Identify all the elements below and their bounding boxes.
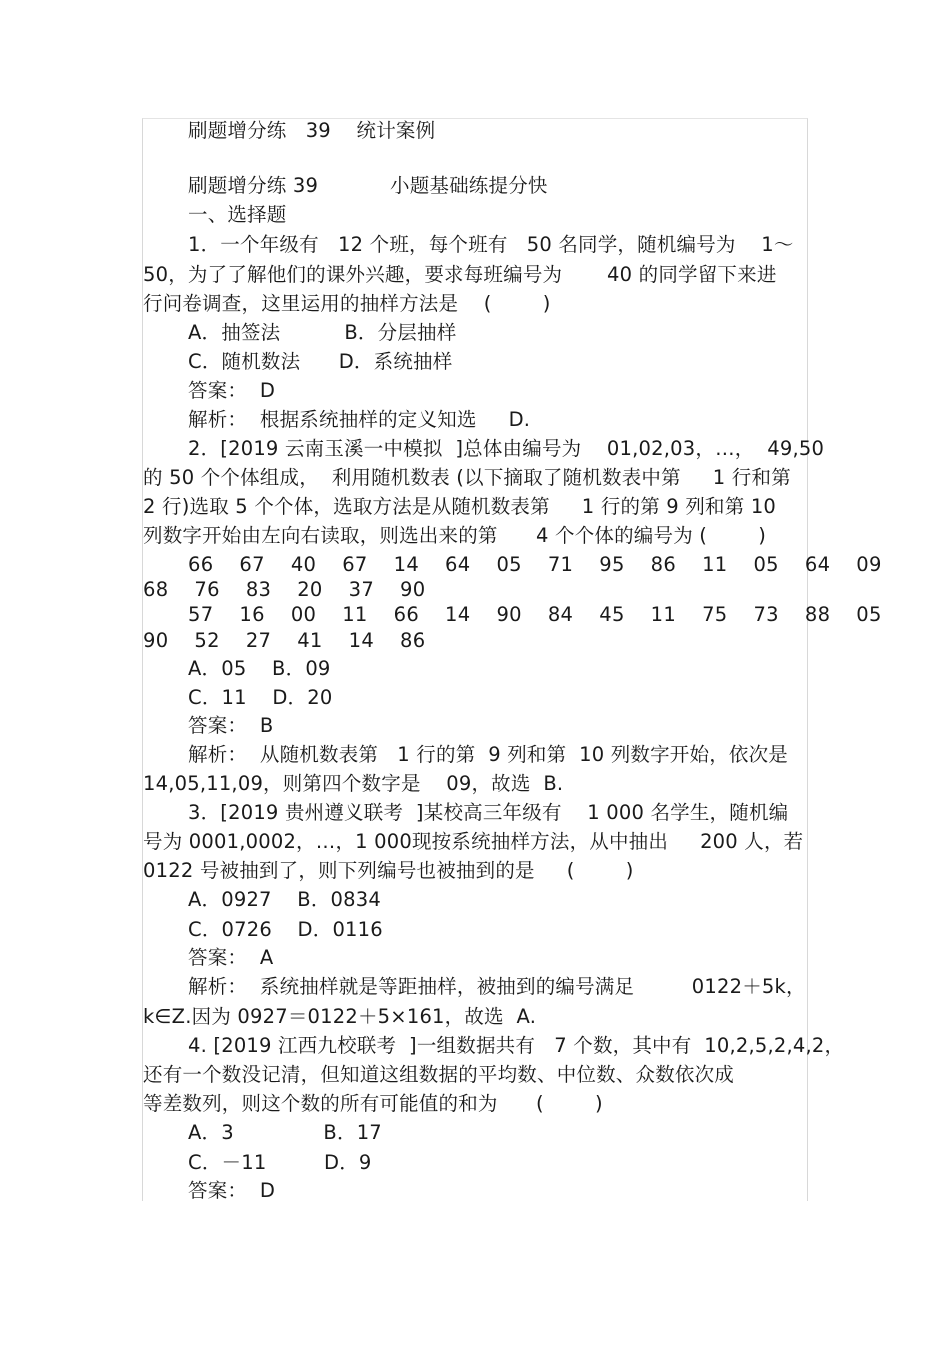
question-3-line-3: 0122 号被抽到了，则下列编号也被抽到的是 ( ) (143, 859, 634, 882)
question-1-analysis: 解析： 根据系统抽样的定义知选 D. (188, 408, 531, 431)
random-table-row-2-cont: 90 52 27 41 14 86 (143, 629, 426, 652)
question-4-line-2: 还有一个数没记清，但知道这组数据的平均数、中位数、众数依次成 (143, 1063, 735, 1086)
question-2-options-2: C．11 D．20 (188, 686, 333, 709)
question-2-options-1: A．05 B．09 (188, 657, 331, 680)
question-2-analysis-2: 14,05,11,09，则第四个数字是 09，故选 B. (143, 772, 564, 795)
question-3-analysis-1: 解析： 系统抽样就是等距抽样，被抽到的编号满足 0122＋5k， (188, 975, 806, 998)
subtitle-left: 刷题增分练 39 (188, 174, 319, 197)
question-1-options-1: A．抽签法 B．分层抽样 (188, 321, 457, 344)
subtitle-right: 小题基础练提分快 (390, 174, 548, 197)
random-table-row-1: 66 67 40 67 14 64 05 71 95 86 11 05 64 09 (188, 553, 882, 576)
question-2-answer: 答案： B (188, 714, 274, 737)
question-4-options-1: A．3 B．17 (188, 1121, 382, 1144)
question-1-options-2: C．随机数法 D．系统抽样 (188, 350, 453, 373)
question-1-line-3: 行问卷调查，这里运用的抽样方法是 ( ) (143, 292, 551, 315)
question-4-line-1: 4. [2019 江西九校联考 ]一组数据共有 7 个数，其中有 10,2,5,2,4,2， (188, 1034, 845, 1057)
question-2-analysis-1: 解析： 从随机数表第 1 行的第 9 列和第 10 列数字开始，依次是 (188, 743, 789, 766)
question-3-line-2: 号为 0001,0002，…，1 000现按系统抽样方法，从中抽出 200 人，若 (143, 830, 804, 853)
question-4-line-3: 等差数列，则这个数的所有可能值的和为 ( ) (143, 1092, 603, 1115)
question-2-line-4: 列数字开始由左向右读取，则选出来的第 4 个个体的编号为 ( ) (143, 524, 767, 547)
question-2-line-2: 的 50 个个体组成， 利用随机数表 (以下摘取了随机数表中第 1 行和第 (143, 466, 791, 489)
question-2-line-1: 2．[2019 云南玉溪一中模拟 ]总体由编号为 01,02,03，…， 49,50 (188, 437, 825, 460)
question-3-analysis-2: k∈Z.因为 0927＝0122＋5×161，故选 A. (143, 1005, 537, 1028)
question-1-answer: 答案： D (188, 379, 276, 402)
question-4-options-2: C．－11 D．9 (188, 1151, 372, 1174)
question-3-line-1: 3．[2019 贵州遵义联考 ]某校高三年级有 1 000 名学生，随机编 (188, 801, 789, 824)
section-heading: 一、选择题 (188, 203, 287, 226)
question-3-answer: 答案： A (188, 946, 274, 969)
question-1-line-2: 50，为了了解他们的课外兴趣，要求每班编号为 40 的同学留下来进 (143, 263, 777, 286)
random-table-row-1-cont: 68 76 83 20 37 90 (143, 578, 426, 601)
page-title: 刷题增分练 39 统计案例 (188, 119, 436, 142)
question-3-options-2: C．0726 D．0116 (188, 918, 383, 941)
question-1-line-1: 1．一个年级有 12 个班，每个班有 50 名同学，随机编号为 1～ (188, 233, 794, 256)
question-4-answer: 答案： D (188, 1179, 276, 1202)
question-2-line-3: 2 行)选取 5 个个体，选取方法是从随机数表第 1 行的第 9 列和第 10 (143, 495, 777, 518)
random-table-row-2: 57 16 00 11 66 14 90 84 45 11 75 73 88 05 (188, 603, 882, 626)
question-3-options-1: A．0927 B．0834 (188, 888, 381, 911)
